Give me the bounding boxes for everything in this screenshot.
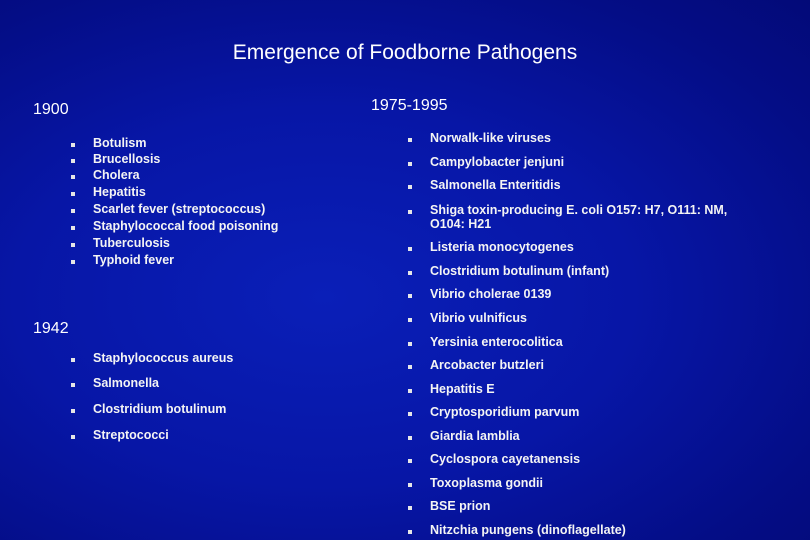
bullet xyxy=(408,459,412,463)
item-label: Toxoplasma gondii xyxy=(430,476,543,490)
bullet xyxy=(71,243,75,247)
bullet xyxy=(408,342,412,346)
bullet xyxy=(71,435,75,439)
item-label: Yersinia enterocolitica xyxy=(430,335,563,349)
bullet xyxy=(71,260,75,264)
item-label: Botulism xyxy=(93,136,147,150)
item-label: Brucellosis xyxy=(93,152,161,166)
item-label: Clostridium botulinum xyxy=(93,402,227,416)
item-label: Hepatitis E xyxy=(430,382,495,396)
item-label: Hepatitis xyxy=(93,185,146,199)
item-label: Scarlet fever (streptococcus) xyxy=(93,202,266,216)
item-label: Vibrio cholerae 0139 xyxy=(430,287,552,301)
bullet xyxy=(408,506,412,510)
bullet xyxy=(71,175,75,179)
item-label: Vibrio vulnificus xyxy=(430,311,528,325)
item-label: O104: H21 xyxy=(430,217,492,231)
bullet xyxy=(71,143,75,147)
bullet xyxy=(408,162,412,166)
bullet xyxy=(71,383,75,387)
item-label: Cyclospora cayetanensis xyxy=(430,452,581,466)
bullet xyxy=(71,409,75,413)
item-label: Salmonella xyxy=(93,376,159,390)
item-label: Tuberculosis xyxy=(93,236,170,250)
bullet xyxy=(408,247,412,251)
bullet xyxy=(408,365,412,369)
item-label: Cryptosporidium parvum xyxy=(430,405,580,419)
item-label: Streptococci xyxy=(93,428,169,442)
bullet xyxy=(408,185,412,189)
bullet xyxy=(408,389,412,393)
item-label: Salmonella Enteritidis xyxy=(430,178,561,192)
item-label: Arcobacter butzleri xyxy=(430,358,544,372)
bullet xyxy=(408,318,412,322)
heading-1975-1995: 1975-1995 xyxy=(371,97,448,114)
bullet xyxy=(71,358,75,362)
bullet xyxy=(71,226,75,230)
bullet xyxy=(408,483,412,487)
item-label: BSE prion xyxy=(430,499,491,513)
item-label: Listeria monocytogenes xyxy=(430,240,574,254)
bullet xyxy=(408,412,412,416)
bullet xyxy=(71,209,75,213)
bullet xyxy=(408,271,412,275)
slide-title: Emergence of Foodborne Pathogens xyxy=(232,41,578,64)
heading-1942: 1942 xyxy=(33,320,69,337)
bullet xyxy=(71,159,75,163)
bullet xyxy=(408,138,412,142)
item-label: Cholera xyxy=(93,168,140,182)
bullet xyxy=(408,530,412,534)
item-label: Shiga toxin-producing E. coli O157: H7, O111: NM, xyxy=(430,203,728,217)
bullet xyxy=(408,294,412,298)
item-label: Nitzchia pungens (dinoflagellate) xyxy=(430,523,626,537)
bullet xyxy=(408,436,412,440)
item-label: Typhoid fever xyxy=(93,253,175,267)
item-label: Clostridium botulinum (infant) xyxy=(430,264,610,278)
item-label: Campylobacter jenjuni xyxy=(430,155,565,169)
bullet xyxy=(408,210,412,214)
bullet xyxy=(71,192,75,196)
item-label: Giardia lamblia xyxy=(430,429,520,443)
item-label: Staphylococcus aureus xyxy=(93,351,234,365)
heading-1900: 1900 xyxy=(33,101,69,118)
item-label: Staphylococcal food poisoning xyxy=(93,219,279,233)
item-label: Norwalk-like viruses xyxy=(430,131,551,145)
